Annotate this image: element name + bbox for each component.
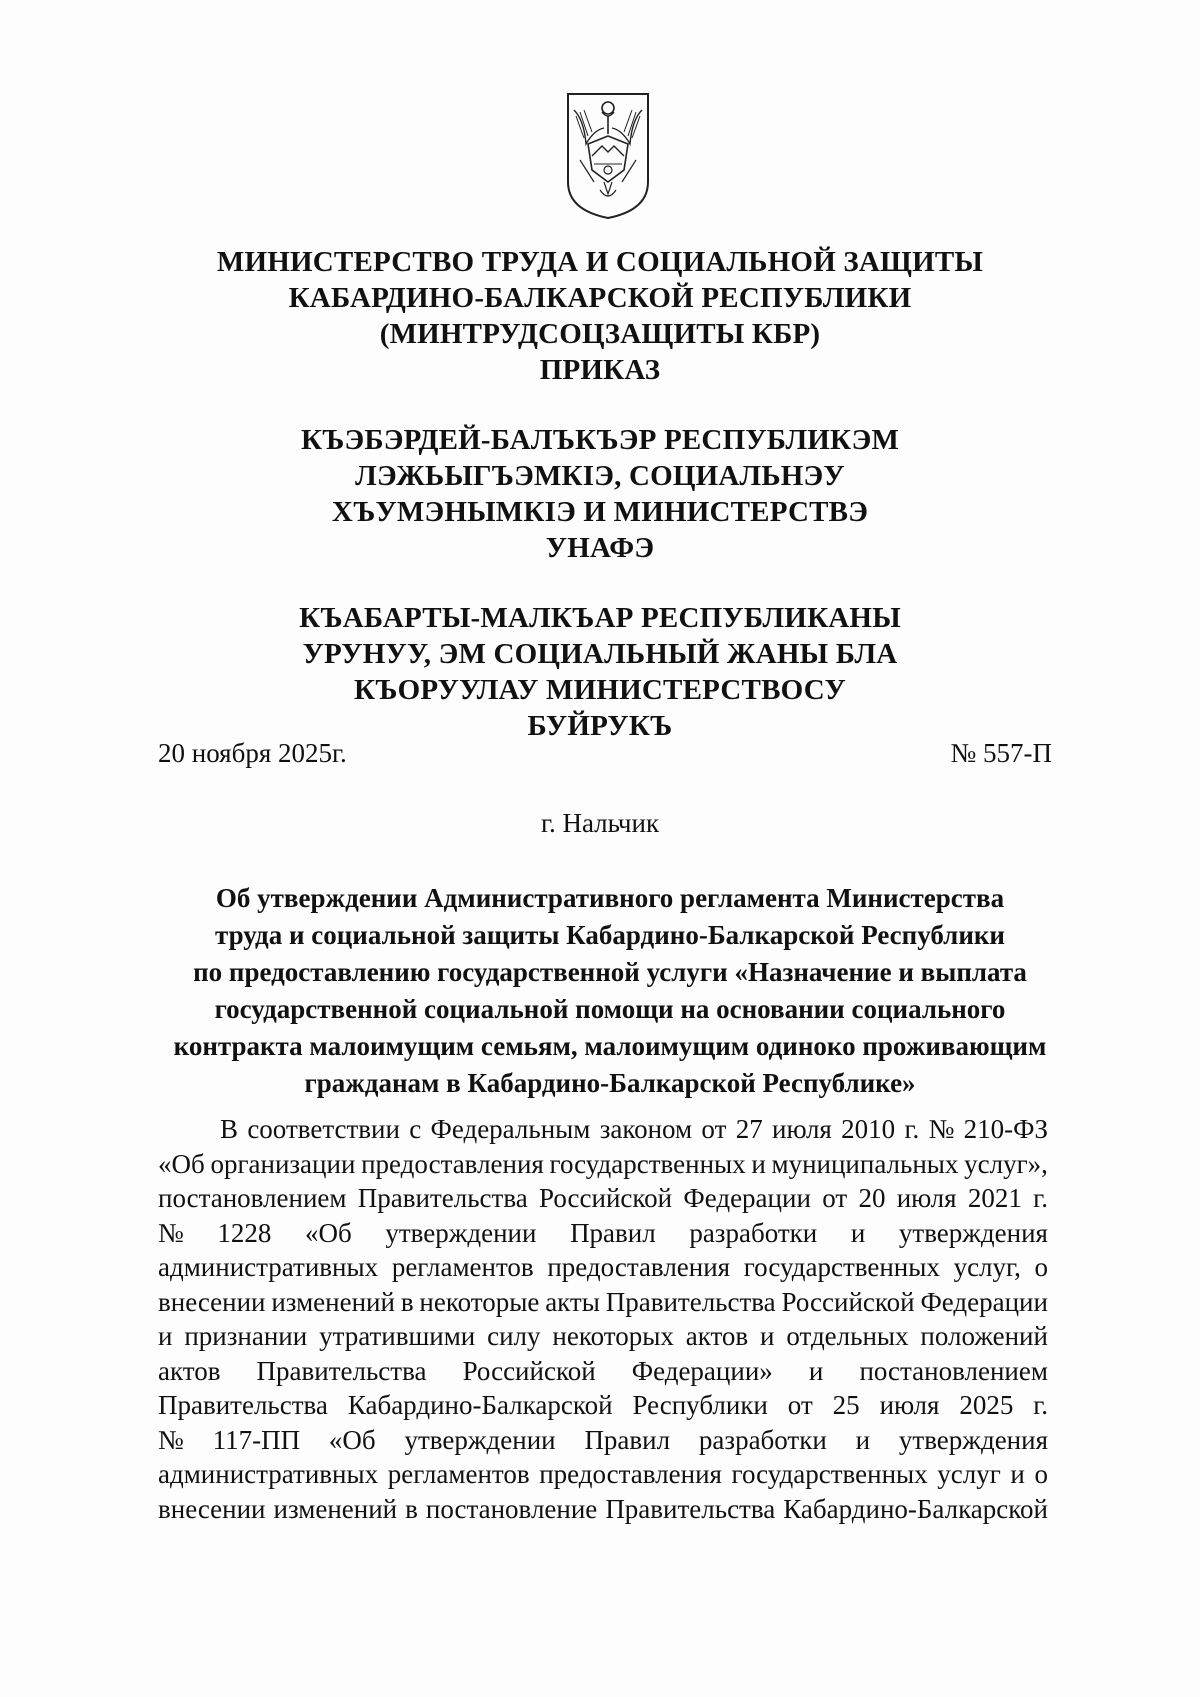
body-word: июля [879, 1390, 940, 1420]
body-word: № [158, 1424, 184, 1455]
body-word: Российской [462, 1355, 596, 1386]
body-word: 20 [858, 1183, 886, 1213]
document-date: 20 ноября 2025г. [158, 738, 347, 768]
body-word: № [928, 1114, 955, 1144]
body-word: организации [210, 1148, 356, 1179]
body-word: г. [904, 1114, 920, 1144]
body-word: регламентов [387, 1459, 530, 1489]
ministry-name-balkar [150, 600, 1050, 744]
document-type-order: УНАФЭ [545, 532, 655, 564]
body-word: г. [1033, 1183, 1048, 1213]
body-word: 117-ПП [212, 1424, 301, 1455]
body-word: разработки [698, 1424, 827, 1455]
body-word: государственных [743, 1252, 940, 1282]
body-line [158, 1492, 1048, 1527]
body-word: акты [545, 1286, 600, 1317]
body-word: разработки [689, 1217, 818, 1248]
coat-of-arms-icon [564, 90, 652, 222]
body-word: Федерации» [631, 1355, 773, 1386]
body-word: признании [184, 1321, 308, 1351]
body-word: о [1034, 1459, 1048, 1489]
body-word: изменений [271, 1286, 395, 1317]
header-line: КЪАБАРТЫ-МАЛКЪАР РЕСПУБЛИКАНЫ [299, 602, 901, 634]
body-word: г. [1033, 1390, 1048, 1420]
body-word: предоставления [539, 1459, 722, 1489]
body-word: соответствии [247, 1114, 400, 1144]
body-word: Правительства [158, 1390, 328, 1420]
body-word: Федерации [920, 1286, 1048, 1317]
body-word: «Об [328, 1424, 376, 1455]
body-word: Правительства [256, 1355, 427, 1386]
body-word: 25 [832, 1390, 860, 1420]
header-line: (МИНТРУДСОЦЗАЩИТЫ КБР) [379, 318, 821, 350]
body-word: утверждения [898, 1424, 1048, 1455]
body-word: от [701, 1114, 727, 1144]
body-word: Федерации [683, 1183, 811, 1213]
body-word: услуг», [964, 1148, 1048, 1179]
title-line: контракта малоимущим семьям, малоимущим одиноко проживающим [173, 1031, 1047, 1061]
body-word: административных [158, 1459, 379, 1489]
body-word: государственных [731, 1459, 928, 1489]
body-word: постановлением [158, 1183, 347, 1213]
document-title [140, 880, 1080, 1102]
body-word: с [409, 1114, 422, 1144]
body-line [158, 1112, 1048, 1147]
document-body [158, 1112, 1048, 1526]
body-word: силу [487, 1321, 541, 1351]
body-word: № [158, 1217, 184, 1248]
document-type-order: ПРИКАЗ [539, 354, 661, 386]
body-word: утратившими [319, 1321, 476, 1351]
body-line [158, 1319, 1048, 1354]
body-word: утверждении [404, 1424, 556, 1455]
title-line: труда и социальной защиты Кабардино-Балкарской Республики [214, 920, 1005, 950]
body-word: внесении [158, 1286, 266, 1317]
header-line: ЛЭЖЬЫГЪЭМКIЭ, СОЦИАЛЬНЭУ [355, 460, 845, 492]
body-word: в [405, 1493, 418, 1524]
body-word: и [760, 1321, 775, 1351]
body-line [158, 1147, 1048, 1182]
body-word: некоторые [419, 1286, 540, 1317]
body-line [158, 1250, 1048, 1285]
ministry-name-kabardian [150, 422, 1050, 566]
body-word: «Об [158, 1148, 205, 1179]
body-word: утверждения [898, 1217, 1048, 1248]
body-line [158, 1354, 1048, 1389]
body-word: от [822, 1183, 848, 1213]
body-word: постановлением [859, 1355, 1048, 1386]
body-word: 27 [735, 1114, 763, 1144]
body-word: предоставления [361, 1148, 544, 1179]
body-word: 2010 [841, 1114, 896, 1144]
body-word: в [400, 1286, 414, 1317]
header-line: МИНИСТЕРСТВО ТРУДА И СОЦИАЛЬНОЙ ЗАЩИТЫ [216, 246, 984, 278]
body-word: 2025 [959, 1390, 1014, 1420]
body-word: и [808, 1355, 824, 1386]
body-word: о [1034, 1252, 1048, 1282]
body-word: утверждении [385, 1217, 537, 1248]
body-word: Российской [781, 1286, 915, 1317]
body-line [158, 1216, 1048, 1251]
body-word: от [787, 1390, 813, 1420]
body-word: постановление [425, 1493, 598, 1524]
body-word: июля [772, 1114, 832, 1144]
body-line [158, 1423, 1048, 1458]
body-word: услуг [937, 1459, 1001, 1489]
body-word: и [855, 1424, 871, 1455]
body-word: изменений [273, 1493, 398, 1524]
body-word: Российской [539, 1183, 673, 1213]
header-line: КЪОРУУЛАУ МИНИСТЕРСТВОСУ [354, 674, 846, 706]
body-word: 210-ФЗ [963, 1114, 1048, 1144]
title-line: гражданам в Кабардино-Балкарской Республике» [304, 1068, 916, 1098]
body-word: и [751, 1148, 766, 1179]
body-word: Федеральным [430, 1114, 591, 1144]
body-word: предоставления [547, 1252, 731, 1282]
body-word: актов [158, 1355, 221, 1386]
body-word: и [158, 1321, 173, 1351]
title-line: по предоставлению государственной услуги «Назначение и выплата [193, 957, 1027, 987]
body-word: законом [599, 1114, 693, 1144]
header-line: ХЪУМЭНЫМКIЭ И МИНИСТЕРСТВЭ [331, 496, 869, 528]
body-word: государственных [549, 1148, 746, 1179]
body-word: Кабардино-Балкарской [347, 1390, 613, 1420]
body-word: внесении [158, 1493, 266, 1524]
body-word: регламентов [391, 1252, 534, 1282]
body-word: отдельных [786, 1321, 909, 1351]
body-word: Правительства [605, 1493, 776, 1524]
document-number: № 557-П [950, 738, 1052, 768]
body-word: положений [920, 1321, 1048, 1351]
body-word: «Об [304, 1217, 352, 1248]
body-word: муниципальных [771, 1148, 959, 1179]
body-word: и [1010, 1459, 1025, 1489]
title-line: Об утверждении Административного регламента Министерства [215, 883, 1005, 913]
body-line [158, 1457, 1048, 1492]
header-line: КАБАРДИНО-БАЛКАРСКОЙ РЕСПУБЛИКИ [288, 282, 912, 314]
body-line [158, 1388, 1048, 1423]
header-line: УРУНУУ, ЭМ СОЦИАЛЬНЫЙ ЖАНЫ БЛА [302, 638, 898, 670]
body-word: В [220, 1114, 239, 1144]
body-word: 1228 [217, 1217, 272, 1248]
document-type-order: БУЙРУКЪ [527, 710, 673, 742]
body-word: июля [896, 1183, 957, 1213]
body-word: некоторых [552, 1321, 674, 1351]
body-word: Правил [570, 1217, 656, 1248]
body-line [158, 1285, 1048, 1320]
body-word: актов [685, 1321, 749, 1351]
body-word: 2021 [967, 1183, 1022, 1213]
document-city: г. Нальчик [540, 808, 660, 838]
body-line [158, 1181, 1048, 1216]
ministry-name-russian [150, 244, 1050, 388]
body-word: Кабардино-Балкарской [783, 1493, 1048, 1524]
body-word: Республики [632, 1390, 768, 1420]
body-word: Правительства [357, 1183, 528, 1213]
body-word: Правил [584, 1424, 671, 1455]
body-word: услуг, [953, 1252, 1021, 1282]
body-word: Правительства [605, 1286, 776, 1317]
body-word: административных [158, 1252, 379, 1282]
body-word: и [850, 1217, 866, 1248]
header-line: КЪЭБЭРДЕЙ-БАЛЪКЪЭР РЕСПУБЛИКЭМ [300, 424, 900, 456]
title-line: государственной социальной помощи на основании социального [214, 994, 1006, 1024]
